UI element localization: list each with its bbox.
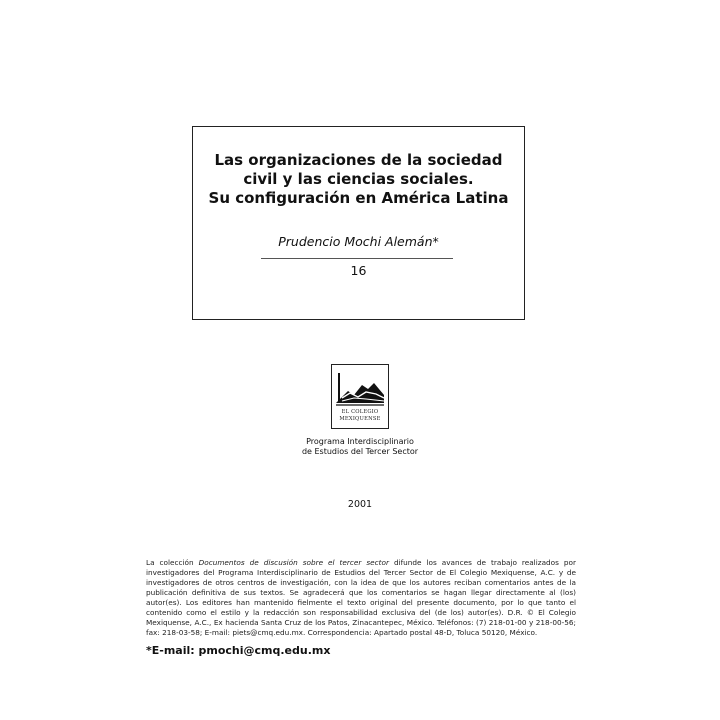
title-box <box>192 126 525 320</box>
author-name: Prudencio Mochi Alemán* <box>278 234 439 249</box>
author-divider <box>261 258 453 259</box>
program-name <box>260 437 460 457</box>
document-title <box>193 151 524 208</box>
copyright-notice <box>146 558 576 638</box>
title-line-3: Su configuración en América Latina <box>208 189 509 207</box>
notice-prefix: La colección <box>146 558 199 567</box>
mountain-logo-icon <box>332 365 388 409</box>
notice-body: difunde los avances de trabajo realizados por investigadores del Programa Interdisciplinario de Estudios del Tercer Sector de El Colegio Mexiquense, A.C. y de investigadores de otros centros de investigación, con la idea de que los autores reciban comentarios antes de la publicación definitiva de sus textos. Se agradecerá que los comentarios se hagan llegar directamente al (los) autor(es). Los editores han mantenido fielmente el texto original del presente documento, por lo que tanto el contenido como el estilo y la redacción son responsabilidad exclusiva del (de los) autor(es). D.R. © El Colegio Mexiquense, A.C., Ex hacienda Santa Cruz de los Patos, Zinacantepec, México. Teléfonos: (7) 218-01-00 y 218-00-56; fax: 218-03-58; E-mail: piets@cmq.edu.mx. Correspondencia: Apartado postal 48-D, Toluca 50120, México. <box>146 558 576 637</box>
el-colegio-mexiquense-logo-icon <box>331 364 389 429</box>
document-number: 16 <box>350 263 367 278</box>
title-line-1: Las organizaciones de la sociedad <box>214 151 503 169</box>
author-email: *E-mail: pmochi@cmq.edu.mx <box>146 644 331 657</box>
title-line-2: civil y las ciencias sociales. <box>243 170 474 188</box>
logo-text-line-2: MEXIQUENSE <box>339 416 381 422</box>
publication-year: 2001 <box>347 499 373 510</box>
program-line-1: Programa Interdisciplinario <box>306 437 414 446</box>
logo-text-line-1: EL COLEGIO <box>341 409 379 415</box>
series-title: Documentos de discusión sobre el tercer sector <box>198 558 389 567</box>
program-line-2: de Estudios del Tercer Sector <box>301 447 419 456</box>
